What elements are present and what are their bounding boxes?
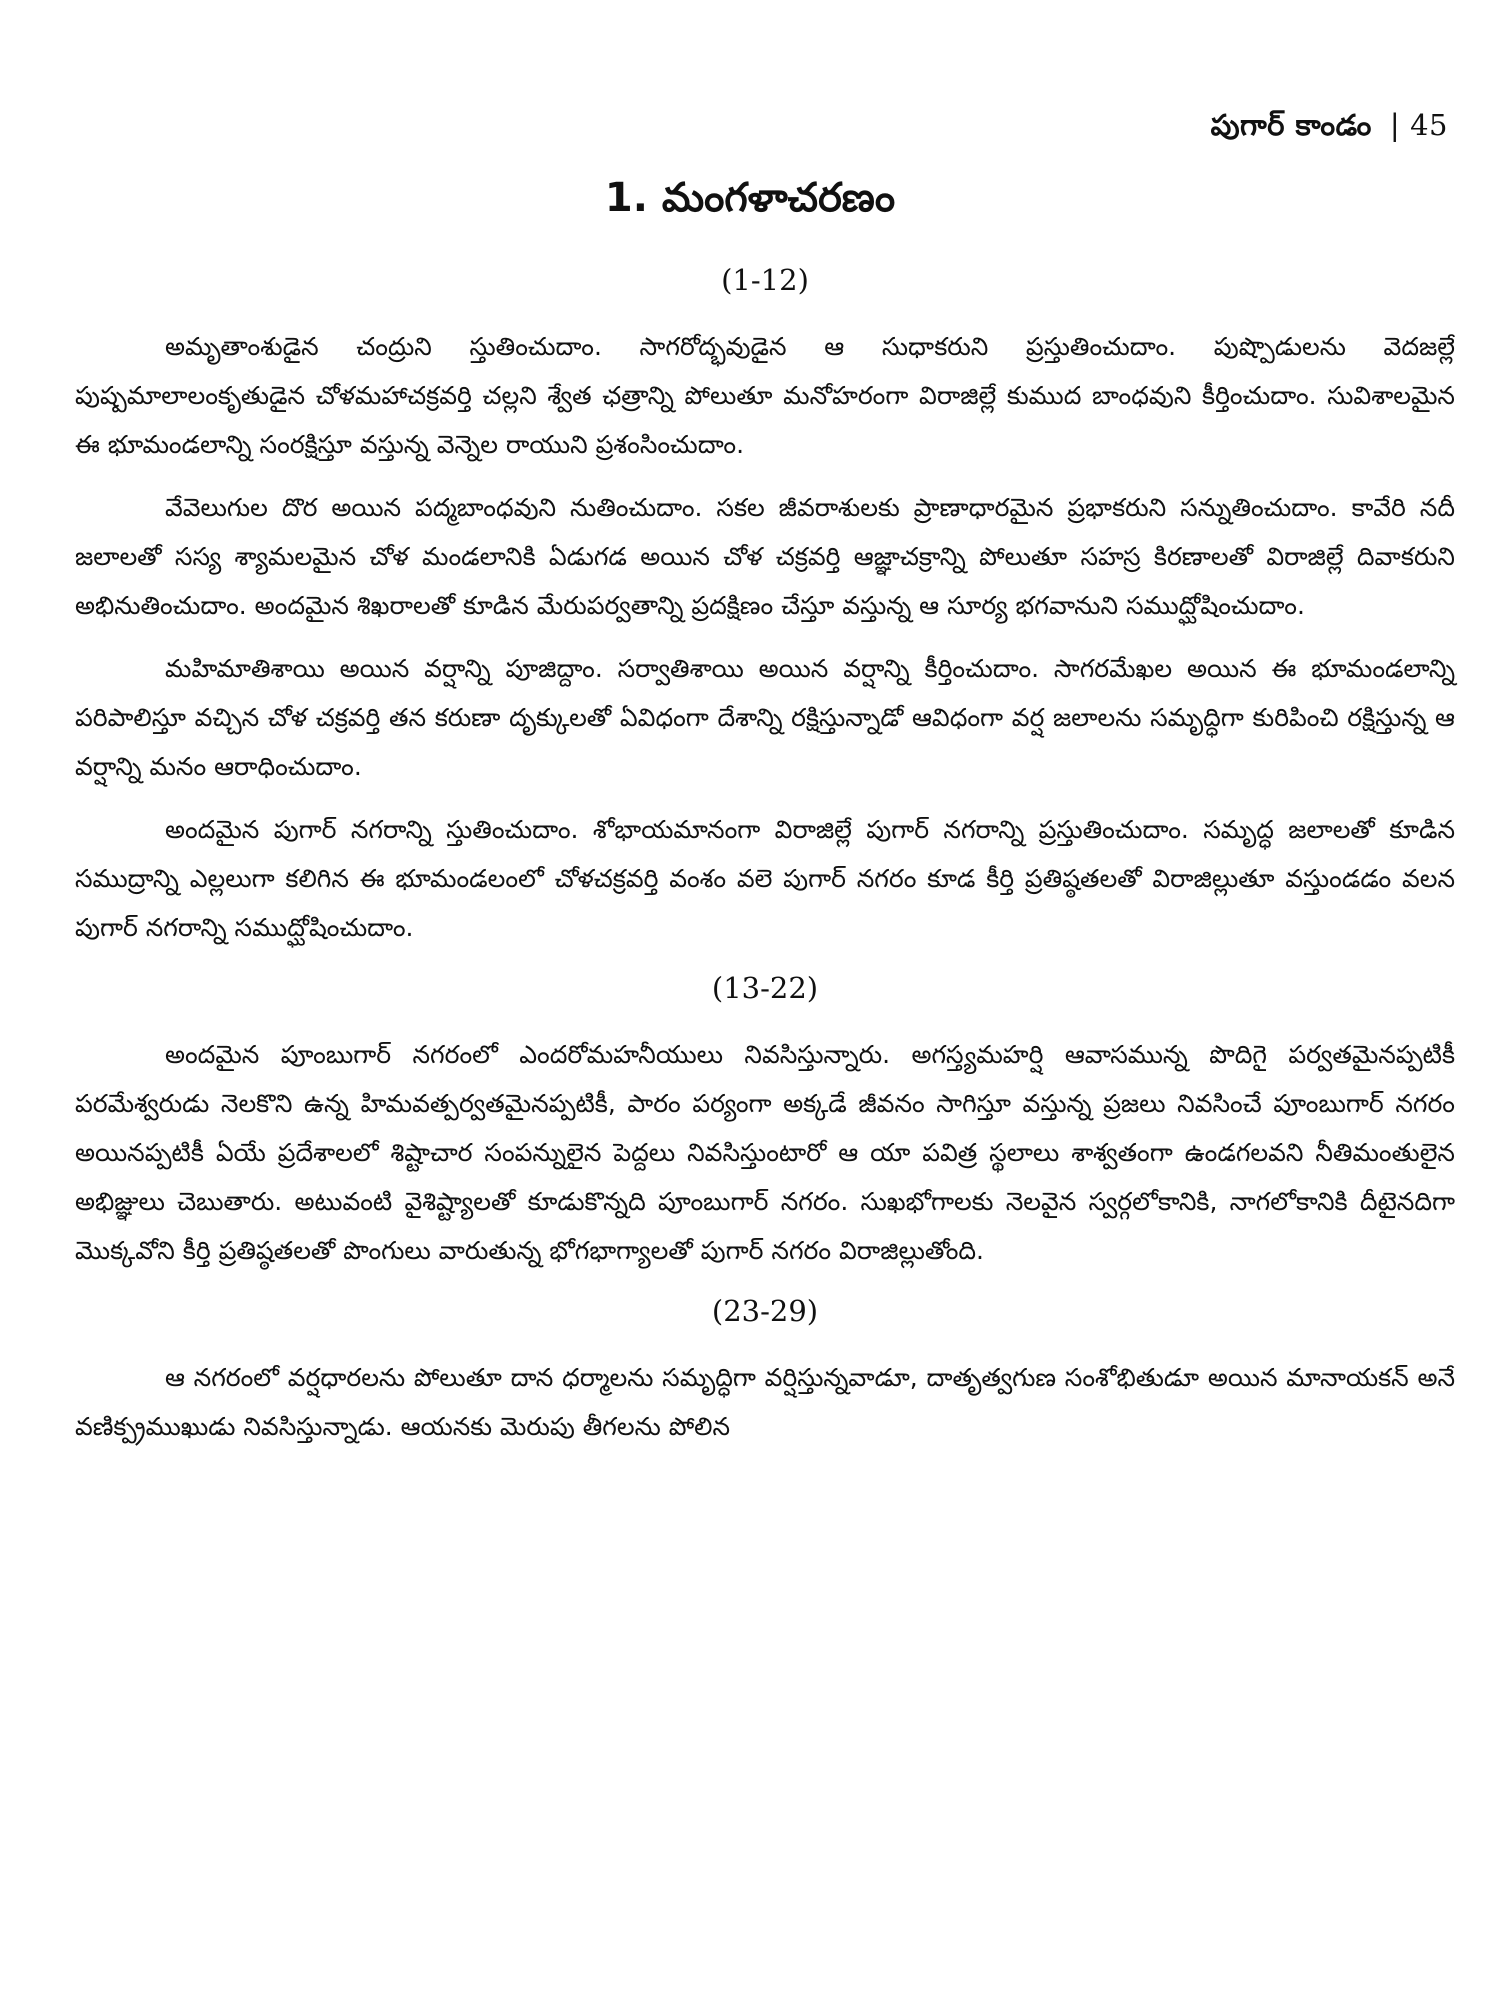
paragraph: అందమైన పూంబుగార్ నగరంలో ఎందరోమహనీయులు నివసిస్తున్నారు. అగస్త్యమహర్షి ఆవాసమున్న పొదిగై పర్వతమైనప్పటికీ పరమేశ్వరుడు నెలకొని ఉన్న హిమవత్పర్వతమైనప్పటికీ, పారం పర్యంగా అక్కడే జీవనం సాగిస్తూ వస్తున్న ప్రజలు నివసించే పూంబుగార్ నగరం అయినప్పటికీ ఏయే ప్రదేశాలలో శిష్టాచార సంపన్నులైన పెద్దలు నివసిస్తుంటారో ఆ యా పవిత్ర స్థలాలు శాశ్వతంగా ఉండగలవని నీతిమంతులైన అభిజ్ఞులు చెబుతారు. అటువంటి వైశిష్ట్యాలతో కూడుకొన్నది పూంబుగార్ నగరం. సుఖభోగాలకు నెలవైన స్వర్గలోకానికి, నాగలోకానికి దీటైనదిగా మొక్కవోని కీర్తి ప్రతిష్ఠతలతో పొంగులు వారుతున్న భోగభాగ్యాలతో పుగార్ నగరం విరాజిల్లుతోంది.	[75, 1040, 1455, 1265]
section-verses-13-22	[75, 966, 1455, 1275]
paragraph: ఆ నగరంలో వర్షధారలను పోలుతూ దాన ధర్మాలను సమృద్ధిగా వర్షిస్తున్నవాడూ, దాతృత్వగుణ సంశోభితుడూ అయిన మానాయకన్ అనే వణిక్ప్రముఖుడు నివసిస్తున్నాడు. ఆయనకు మెరుపు తీగలను పోలిన	[75, 1363, 1455, 1441]
section-verses-23-29	[75, 1289, 1455, 1451]
header-separator: |	[1389, 108, 1401, 142]
page-number: 45	[1410, 108, 1448, 142]
paragraph: అమృతాంశుడైన చంద్రుని స్తుతించుదాం. సాగరోద్భవుడైన ఆ సుధాకరుని ప్రస్తుతించుదాం. పుష్పొడులను వెదజల్లే పుష్పమాలాలంకృతుడైన చోళమహాచక్రవర్తి చల్లని శ్వేత ఛత్రాన్ని పోలుతూ మనోహరంగా విరాజిల్లే కుముద బాంధవుని కీర్తించుదాం. సువిశాలమైన ఈ భూమండలాన్ని సంరక్షిస్తూ వస్తున్న వెన్నెల రాయుని ప్రశంసించుదాం.	[75, 332, 1455, 459]
paragraph: అందమైన పుగార్ నగరాన్ని స్తుతించుదాం. శోభాయమానంగా విరాజిల్లే పుగార్ నగరాన్ని ప్రస్తుతించుదాం. సమృద్ధ జలాలతో కూడిన సముద్రాన్ని ఎల్లలుగా కలిగిన ఈ భూమండలంలో చోళచక్రవర్తి వంశం వలె పుగార్ నగరం కూడ కీర్తి ప్రతిష్ఠతలతో విరాజిల్లుతూ వస్తుండడం వలన పుగార్ నగరాన్ని సముద్ఘోషించుదాం.	[75, 815, 1455, 942]
page-body	[75, 258, 1455, 1465]
section-verses-1-12	[75, 258, 1455, 952]
verse-range-heading: (23-29)	[711, 1294, 819, 1328]
verse-range-heading: (13-22)	[711, 971, 819, 1005]
chapter-title: 1. మంగళాచరణం	[604, 175, 896, 221]
paragraph: మహిమాతిశాయి అయిన వర్షాన్ని పూజిద్దాం. సర్వాతిశాయి అయిన వర్షాన్ని కీర్తించుదాం. సాగరమేఖల అయిన ఈ భూమండలాన్ని పరిపాలిస్తూ వచ్చిన చోళ చక్రవర్తి తన కరుణా దృక్కులతో ఏవిధంగా దేశాన్ని రక్షిస్తున్నాడో ఆవిధంగా వర్ష జలాలను సమృద్ధిగా కురిపించి రక్షిస్తున్న ఆ వర్షాన్ని మనం ఆరాధించుదాం.	[75, 654, 1455, 781]
running-header	[1211, 108, 1448, 150]
verse-range-heading: (1-12)	[721, 263, 809, 297]
section-name: పుగార్ కాండం	[1210, 108, 1372, 142]
paragraph: వేవెలుగుల దొర అయిన పద్మబాంధవుని నుతించుదాం. సకల జీవరాశులకు ప్రాణాధారమైన ప్రభాకరుని సన్నుతించుదాం. కావేరి నదీ జలాలతో సస్య శ్యామలమైన చోళ మండలానికి ఏడుగడ అయిన చోళ చక్రవర్తి ఆజ్ఞాచక్రాన్ని పోలుతూ సహస్ర కిరణాలతో విరాజిల్లే దివాకరుని అభినుతించుదాం. అందమైన శిఖరాలతో కూడిన మేరుపర్వతాన్ని ప్రదక్షిణం చేస్తూ వస్తున్న ఆ సూర్య భగవానుని సముద్ఘోషించుదాం.	[75, 493, 1455, 620]
